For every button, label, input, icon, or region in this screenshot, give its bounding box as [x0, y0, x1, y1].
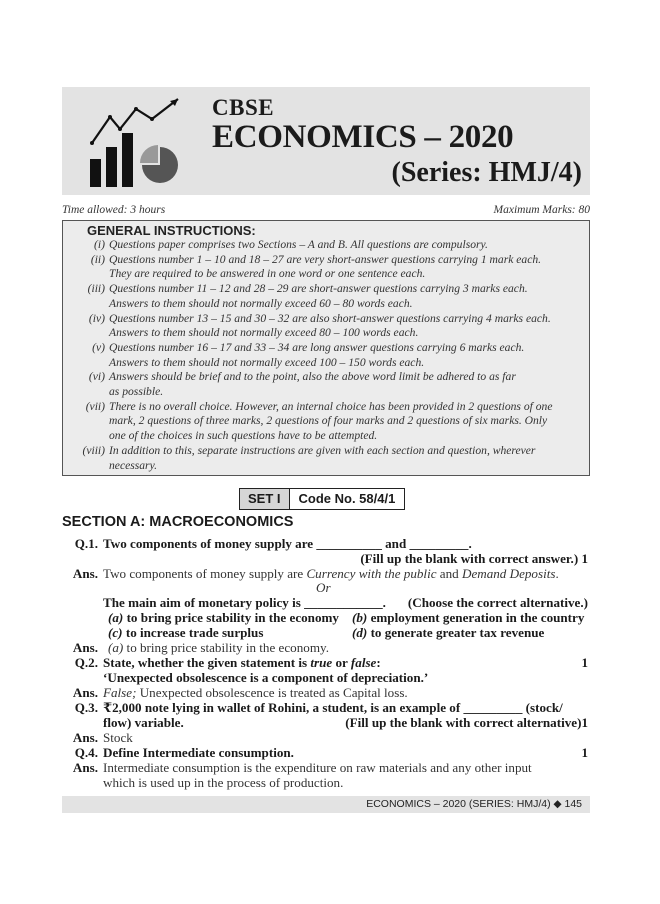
instruction-line: [69, 297, 583, 312]
instruction-text: mark, 2 questions of three marks, 2 questions of four marks and 2 questions of six marks. Only: [109, 414, 548, 428]
instruction-number: (vi): [88, 370, 105, 384]
instruction-line: [69, 341, 583, 356]
answer-text: (a) to bring price stability in the economy.: [108, 640, 329, 655]
question-note: (Fill up the blank with correct answer.) 1: [360, 551, 588, 566]
instruction-line: [69, 312, 583, 327]
instruction-line: [69, 459, 583, 474]
instruction-text: Answers to them should not normally exceed 60 – 80 words each.: [109, 296, 413, 310]
instruction-text: as possible.: [109, 385, 164, 399]
instruction-line: [69, 385, 583, 400]
instruction-number: (i): [94, 238, 105, 251]
question-label: Q.3.: [74, 700, 98, 715]
series-label: (Series: HMJ/4): [391, 157, 582, 188]
instruction-line: [69, 414, 583, 429]
question-note: (Choose the correct alternative.): [407, 595, 588, 610]
instruction-number: (viii): [82, 443, 105, 457]
instruction-text: Answers to them should not normally exceed 100 – 150 words each.: [109, 355, 425, 369]
instruction-line: [69, 370, 583, 385]
question-note: (Fill up the blank with correct alternative)1: [345, 715, 588, 730]
question-text: ₹2,000 note lying in wallet of Rohini, a student, is an example of _________ (stock/: [103, 700, 563, 715]
instruction-text: There is no overall choice. However, an internal choice has been provided in 2 questions of one: [109, 399, 553, 413]
instruction-number: (vii): [85, 399, 105, 413]
instruction-line: [69, 356, 583, 371]
set-code-box: [239, 488, 405, 510]
answer-label: Ans.: [72, 685, 98, 700]
instruction-line: [69, 326, 583, 341]
answer-text: Intermediate consumption is the expenditure on raw materials and any other input: [103, 760, 532, 775]
answer-label: Ans.: [72, 760, 98, 775]
instructions-list: [69, 238, 583, 473]
time-allowed: Time allowed: 3 hours: [62, 204, 166, 216]
answer-text: which is used up in the process of production.: [103, 775, 344, 790]
exam-meta: [62, 204, 590, 216]
instruction-text: one of the choices in such questions have to be attempted.: [109, 429, 378, 443]
page-title: ECONOMICS – 2020: [212, 119, 514, 155]
question-text: The main aim of monetary policy is ____________.: [103, 595, 386, 610]
question-label: Q.2.: [74, 655, 98, 670]
instruction-text: Questions paper comprises two Sections – A and B. All questions are compulsory.: [109, 238, 488, 251]
or-divider: Or: [316, 580, 331, 595]
question-text: State, whether the given statement is true or false:: [103, 655, 381, 670]
answer-text: Two components of money supply are Currency with the public and Demand Deposits.: [103, 566, 559, 581]
header-banner: [62, 87, 590, 195]
option-b: (b) employment generation in the country: [352, 610, 585, 625]
answer-text: False; Unexpected obsolescence is treated as Capital loss.: [103, 685, 408, 700]
instruction-line: [69, 253, 583, 268]
instruction-text: They are required to be answered in one word or one sentence each.: [109, 267, 426, 281]
instruction-text: Answers should be brief and to the point, also the above word limit be adhered to as far: [109, 370, 516, 384]
instruction-text: Questions number 1 – 10 and 18 – 27 are very short-answer questions carrying 1 mark each.: [109, 252, 542, 266]
question-text: flow) variable.: [103, 715, 184, 730]
maximum-marks: Maximum Marks: 80: [493, 204, 590, 216]
instruction-text: Answers to them should not normally exceed 80 – 100 words each.: [109, 326, 419, 340]
instruction-line: [69, 444, 583, 459]
instruction-text: Questions number 11 – 12 and 28 – 29 are short-answer questions carrying 3 marks each.: [109, 282, 528, 296]
option-a: (a) to bring price stability in the economy: [108, 610, 339, 625]
option-c: (c) to increase trade surplus: [108, 625, 264, 640]
board-label: CBSE: [212, 95, 275, 120]
question-statement: ‘Unexpected obsolescence is a component of depreciation.’: [103, 670, 429, 685]
question-mark: 1: [581, 745, 588, 760]
economics-chart-icon: [86, 95, 186, 191]
answer-text: Stock: [103, 730, 133, 745]
instruction-text: Questions number 13 – 15 and 30 – 32 are also short-answer questions carrying 4 marks each.: [109, 311, 551, 325]
general-instructions-box: [62, 220, 590, 476]
set-label: SET I: [240, 489, 290, 509]
instruction-number: (iv): [88, 311, 105, 325]
instruction-line: [69, 238, 583, 253]
answer-label: Ans.: [72, 566, 98, 581]
instruction-text: necessary.: [109, 458, 157, 472]
instruction-line: [69, 282, 583, 297]
footer-text: ECONOMICS – 2020 (SERIES: HMJ/4) ◆ 145: [366, 798, 582, 810]
answer-label: Ans.: [72, 640, 98, 655]
code-number: Code No. 58/4/1: [298, 491, 396, 506]
page-footer: [62, 796, 590, 813]
instruction-line: [69, 267, 583, 282]
question-text: Two components of money supply are __________ and _________.: [103, 536, 472, 551]
question-text: Define Intermediate consumption.: [103, 745, 294, 760]
instruction-number: (ii): [90, 252, 105, 266]
instruction-line: [69, 429, 583, 444]
question-label: Q.1.: [74, 536, 98, 551]
question-mark: 1: [581, 655, 588, 670]
answer-label: Ans.: [72, 730, 98, 745]
instruction-text: In addition to this, separate instructions are given with each section and question, wherever: [109, 443, 536, 457]
instruction-number: (v): [92, 340, 105, 354]
instructions-heading: GENERAL INSTRUCTIONS:: [87, 223, 256, 238]
instruction-line: [69, 400, 583, 415]
option-d: (d) to generate greater tax revenue: [352, 625, 545, 640]
instruction-text: Questions number 16 – 17 and 33 – 34 are long answer questions carrying 6 marks each.: [109, 340, 525, 354]
question-label: Q.4.: [74, 745, 98, 760]
instruction-number: (iii): [87, 282, 105, 296]
section-title: SECTION A: MACROECONOMICS: [62, 514, 294, 530]
